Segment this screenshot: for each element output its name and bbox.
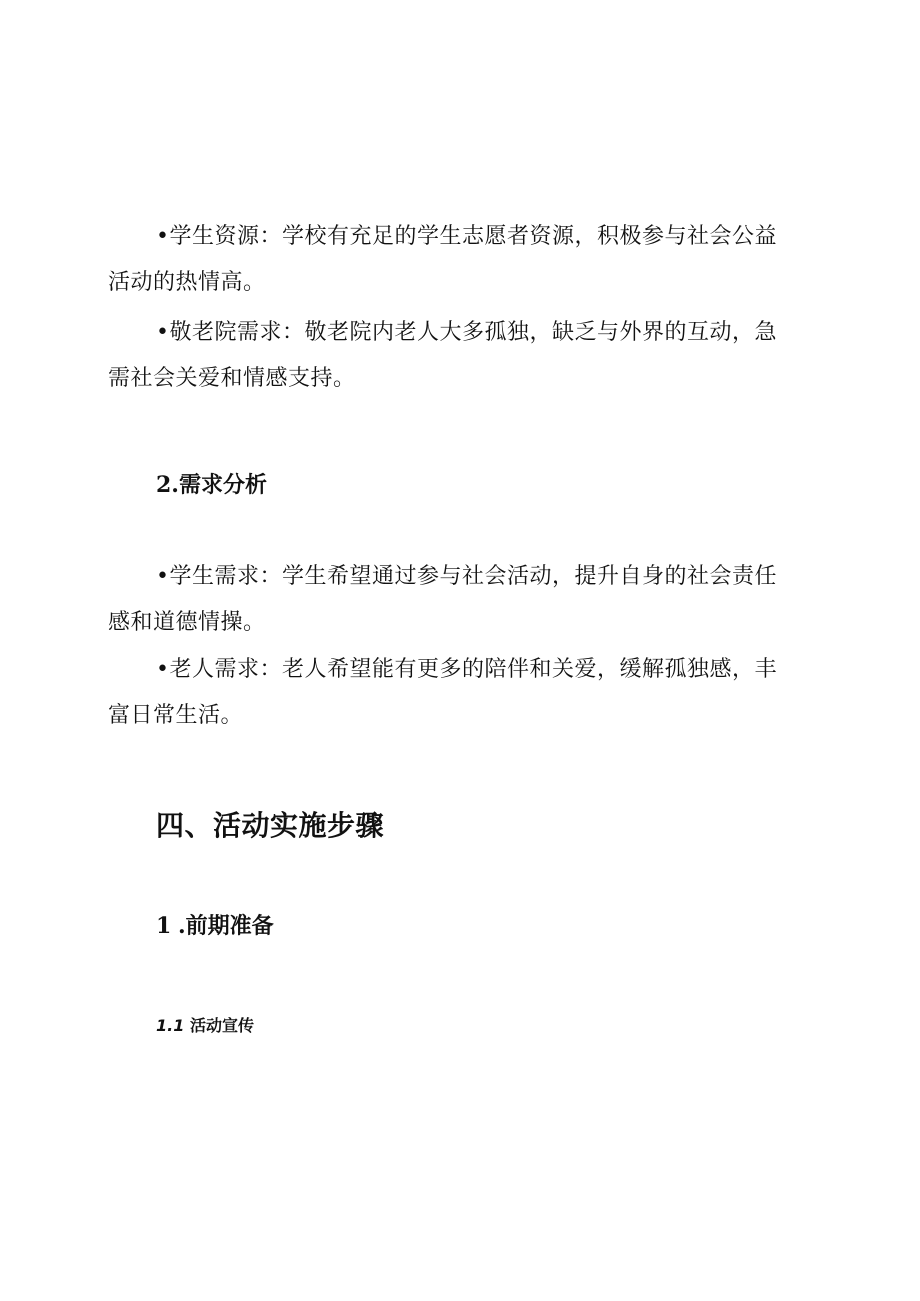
bullet-nursing-home-needs: •敬老院需求：敬老院内老人大多孤独，缺乏与外界的互动，急需社会关爱和情感支持。	[108, 320, 777, 391]
needs-analysis-heading	[156, 470, 267, 500]
promo-number: 1.1	[156, 1016, 185, 1035]
needs-analysis-number: 2.	[156, 472, 179, 498]
promo-title: 活动宣传	[190, 1016, 255, 1035]
bullet-elderly-needs: •老人需求：老人希望能有更多的陪伴和关爱，缓解孤独感，丰富日常生活。	[108, 657, 777, 728]
bullet-student-needs: •学生需求：学生希望通过参与社会活动，提升自身的社会责任感和道德情操。	[108, 564, 777, 635]
prep-number: 1	[156, 913, 172, 939]
prep-dot: .	[178, 913, 186, 939]
promo-heading	[156, 1015, 254, 1037]
bullet-student-resources: •学生资源：学校有充足的学生志愿者资源，积极参与社会公益活动的热情高。	[108, 224, 777, 295]
section-4-heading: 四、活动实施步骤	[156, 809, 385, 842]
needs-analysis-title: 需求分析	[178, 472, 267, 498]
prep-title: 前期准备	[185, 913, 274, 939]
prep-heading	[156, 911, 274, 941]
